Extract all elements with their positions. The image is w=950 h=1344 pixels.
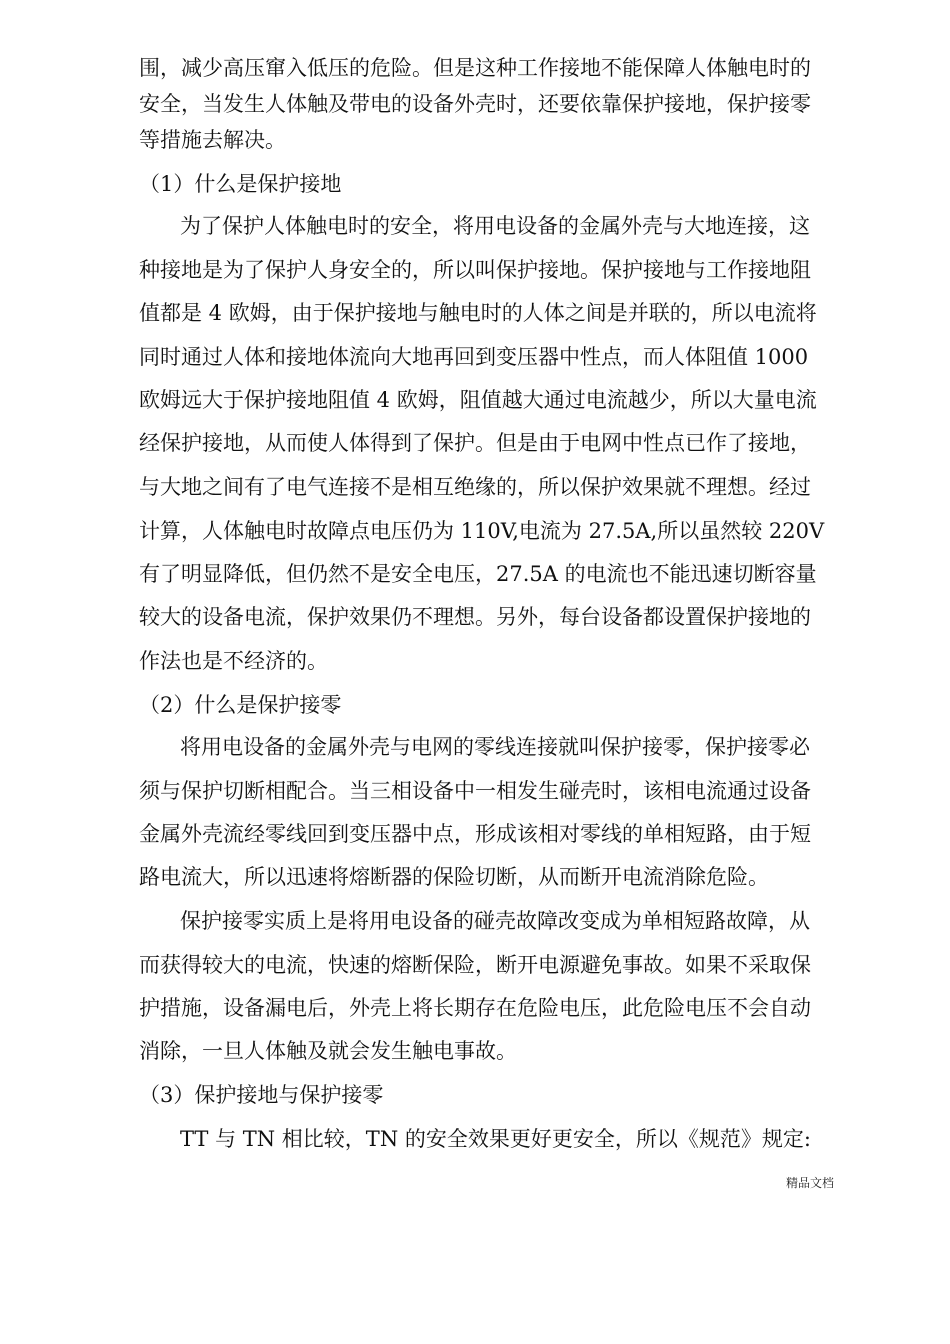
body-text-line: 种接地是为了保护人身安全的，所以叫保护接地。保护接地与工作接地阻 xyxy=(139,258,811,282)
body-text-line: TT 与 TN 相比较，TN 的安全效果更好更安全，所以《规范》规定: xyxy=(180,1127,811,1151)
body-text-line: 路电流大，所以迅速将熔断器的保险切断，从而断开电流消除危险。 xyxy=(139,865,769,889)
body-text-line: 须与保护切断相配合。当三相设备中一相发生碰壳时，该相电流通过设备 xyxy=(139,779,811,803)
body-text-line: 围，减少高压窜入低压的危险。但是这种工作接地不能保障人体触电时的 xyxy=(139,56,811,80)
section-heading-1: （1）什么是保护接地 xyxy=(139,172,342,196)
body-text-line: 保护接零实质上是将用电设备的碰壳故障改变成为单相短路故障，从 xyxy=(180,909,810,933)
body-text-line: 计算，人体触电时故障点电压仍为 110V,电流为 27.5A,所以虽然较 220V xyxy=(139,519,825,543)
body-text-line: 与大地之间有了电气连接不是相互绝缘的，所以保护效果就不理想。经过 xyxy=(139,475,811,499)
body-text-line: 较大的设备电流，保护效果仍不理想。另外，每台设备都设置保护接地的 xyxy=(139,605,811,629)
body-text-line: 同时通过人体和接地体流向大地再回到变压器中性点，而人体阻值 1000 xyxy=(139,345,809,369)
body-text-line: 有了明显降低，但仍然不是安全电压，27.5A 的电流也不能迅速切断容量 xyxy=(139,562,817,586)
page-footer: 精品文档 xyxy=(786,1176,835,1190)
body-text-line: 等措施去解决。 xyxy=(139,128,286,152)
body-text-line: 消除，一旦人体触及就会发生触电事故。 xyxy=(139,1039,517,1063)
body-text-line: 值都是 4 欧姆，由于保护接地与触电时的人体之间是并联的，所以电流将 xyxy=(139,301,817,325)
body-text-line: 为了保护人体触电时的安全，将用电设备的金属外壳与大地连接，这 xyxy=(180,214,810,238)
body-text-line: 经保护接地，从而使人体得到了保护。但是由于电网中性点已作了接地， xyxy=(139,431,811,455)
body-text-line: 将用电设备的金属外壳与电网的零线连接就叫保护接零，保护接零必 xyxy=(180,735,810,759)
body-text-line: 欧姆远大于保护接地阻值 4 欧姆，阻值越大通过电流越少，所以大量电流 xyxy=(139,388,817,412)
body-text-line: 金属外壳流经零线回到变压器中点，形成该相对零线的单相短路，由于短 xyxy=(139,822,811,846)
body-text-line: 安全，当发生人体触及带电的设备外壳时，还要依靠保护接地，保护接零 xyxy=(139,92,811,116)
section-heading-3: （3）保护接地与保护接零 xyxy=(139,1083,384,1107)
body-text-line: 而获得较大的电流，快速的熔断保险，断开电源避免事故。如果不采取保 xyxy=(139,953,811,977)
section-heading-2: （2）什么是保护接零 xyxy=(139,693,342,717)
body-text-line: 护措施，设备漏电后，外壳上将长期存在危险电压，此危险电压不会自动 xyxy=(139,996,811,1020)
body-text-line: 作法也是不经济的。 xyxy=(139,649,328,673)
